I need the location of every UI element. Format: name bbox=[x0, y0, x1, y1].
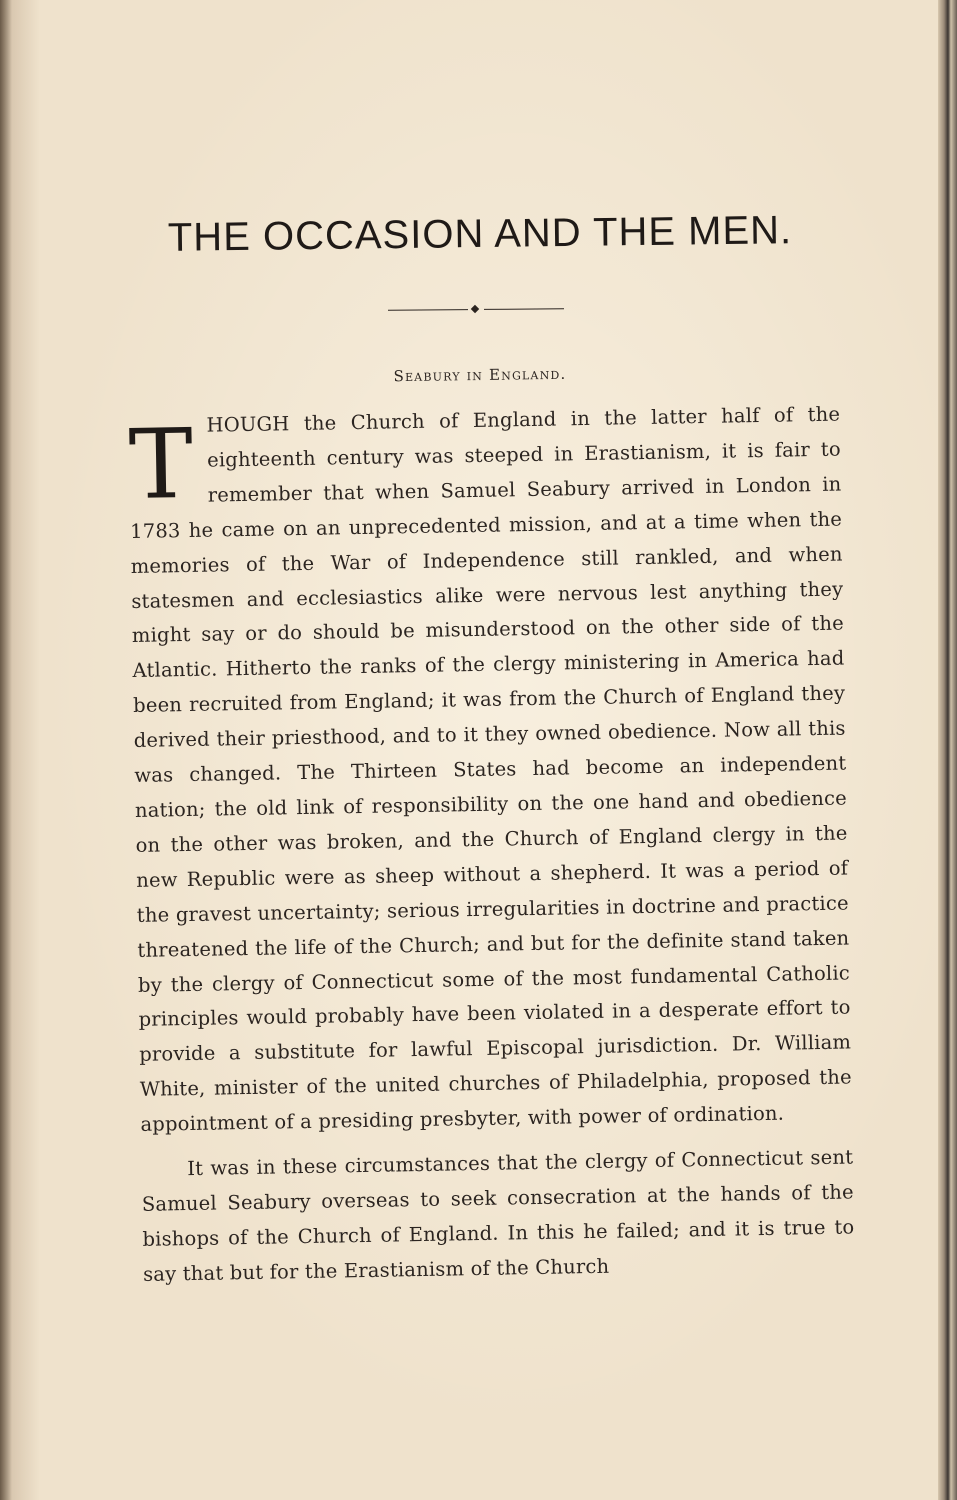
ornamental-rule bbox=[388, 307, 564, 313]
chapter-title: THE OCCASION AND THE MEN. bbox=[167, 208, 793, 260]
paragraph-1-text: HOUGH the Church of England in the latter half of the eighteenth century was steeped in Erastianism, it is fair to remember that when Samuel Seabury arrived in London in 1783 he came on an unprecedented mission, and at a time when the memories of the War of Independence still rankled, and when statesmen and ecclesiastics alike were nervous lest anything they might say or do should be misunderstood on the other side of the Atlantic. Hitherto the ranks of the clergy ministering in America had been recruited from England; it was from the Church of England they derived their priesthood, and to it they owned obedience. Now all this was changed. The Thirteen States had become an independent nation; the old link of responsibility on the one hand and obedience on the other was broken, and the Church of England clergy in the new Republic were as sheep without a shepherd. It was a period of the gravest uncertainty; serious irregularities in doctrine and practice threatened the life of the Church; and but for the definite stand taken by the clergy of Connecticut some of the most fundamental Catholic principles would probably have been violated in a desperate effort to provide a substitute for lawful Episcopal jurisdiction. Dr. William White, minister of the united churches of Philadelphia, proposed the appointment of a presiding presbyter, with power of ordination. bbox=[129, 402, 852, 1137]
body-text bbox=[128, 398, 855, 1293]
page-edge bbox=[938, 0, 957, 1500]
ornament-line-right bbox=[484, 308, 564, 310]
binding-shadow bbox=[0, 0, 12, 1500]
drop-cap: T bbox=[127, 407, 195, 521]
paragraph-1 bbox=[128, 398, 853, 1143]
section-heading: Seabury in England. bbox=[393, 364, 567, 386]
ornament-diamond-icon bbox=[471, 305, 479, 313]
paragraph-2: It was in these circumstances that the clergy of Connecticut sent Samuel Seabury overseas to seek consecration at the hands of the bishops of the Church of England. In this he failed; and it is true to say that but for the Erastianism of the Church bbox=[141, 1145, 855, 1286]
ornament-line-left bbox=[388, 309, 468, 311]
